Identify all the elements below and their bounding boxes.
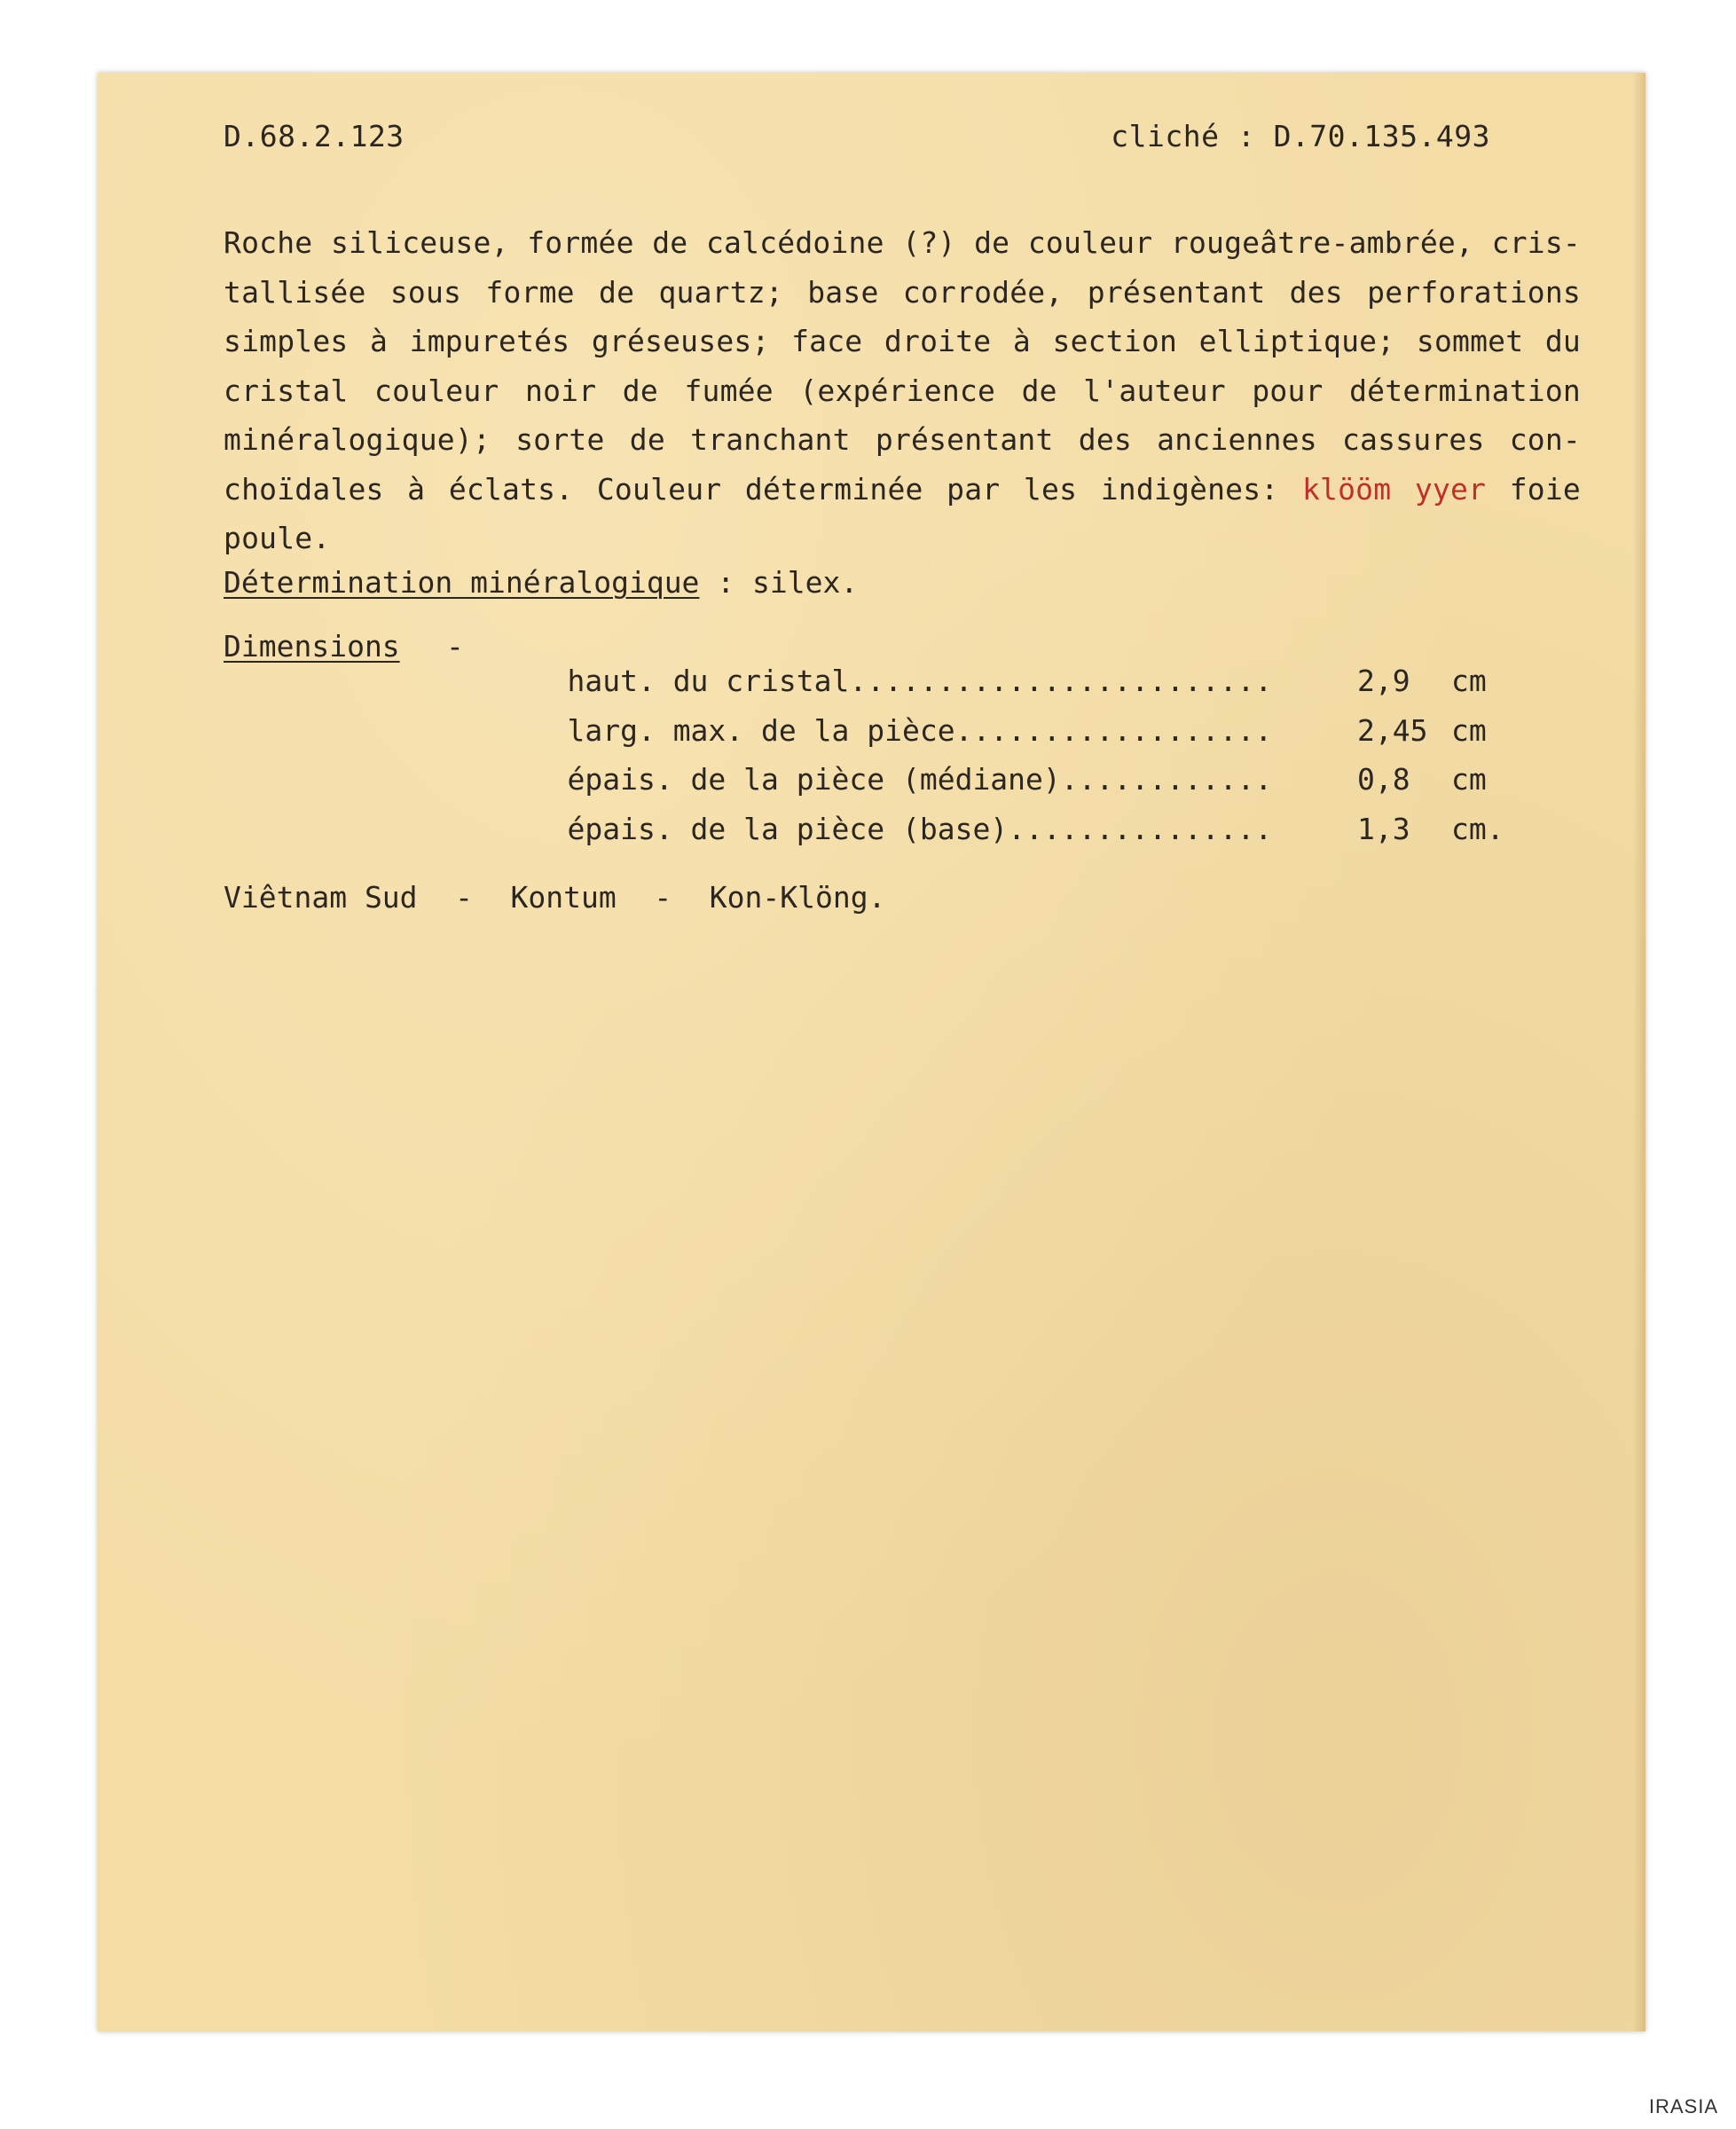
location-line (224, 880, 885, 915)
watermark: IRASIA (1648, 2095, 1718, 2117)
location-country: Viêtnam Sud (224, 880, 418, 915)
description-text-end: foie poule. (224, 471, 1581, 555)
cliche-reference: cliché : D.70.135.493 (1111, 119, 1490, 153)
reference-number: D.68.2.123 (224, 119, 405, 153)
location-separator: - (654, 880, 672, 915)
dimension-value: 1,3 (1357, 812, 1410, 846)
document-page (98, 73, 1646, 2031)
dimension-unit: cm (1451, 762, 1487, 797)
dimension-description: larg. max. de la pièce.................. (567, 713, 1273, 748)
dimension-row (497, 777, 1504, 881)
dimension-unit: cm (1451, 664, 1487, 698)
dimension-value: 2,9 (1357, 664, 1410, 698)
location-province: Kontum (510, 880, 617, 915)
dimensions-label: Dimensions (224, 629, 400, 664)
indigenous-term: klööm yyer (1301, 471, 1487, 507)
dimension-description: épais. de la pièce (médiane)............ (567, 762, 1273, 797)
dimension-value: 2,45 (1357, 713, 1428, 748)
dimension-unit: cm. (1451, 812, 1504, 846)
paper-edge (1633, 73, 1646, 2031)
dimension-value: 0,8 (1357, 762, 1410, 797)
dimensions-dash: - (446, 629, 464, 664)
dimension-description: épais. de la pièce (base)............... (567, 812, 1273, 846)
location-village: Kon-Klöng. (709, 880, 886, 915)
determination-line (224, 565, 858, 600)
determination-value: : silex. (699, 565, 859, 600)
dimension-description: haut. du cristal........................ (567, 664, 1273, 698)
dimension-unit: cm (1451, 713, 1487, 748)
description-paragraph (224, 218, 1581, 563)
determination-label: Détermination minéralogique (224, 565, 700, 600)
location-separator: - (455, 880, 473, 915)
description-text: Roche siliceuse, formée de calcédoine (?) de couleur rougeâtre-ambrée, cris-tallisée sous forme de quartz; base corrodée, présentant des perforations simples à impuretés gréseuses; face droite à section elliptique; sommet du cristal couleur noir de fumée (expérience de l'auteur pour détermination minéralogique); sorte de tranchant présentant des anciennes cassures con-choïdales à éclats. Couleur déterminée par les indigènes: (224, 225, 1581, 507)
